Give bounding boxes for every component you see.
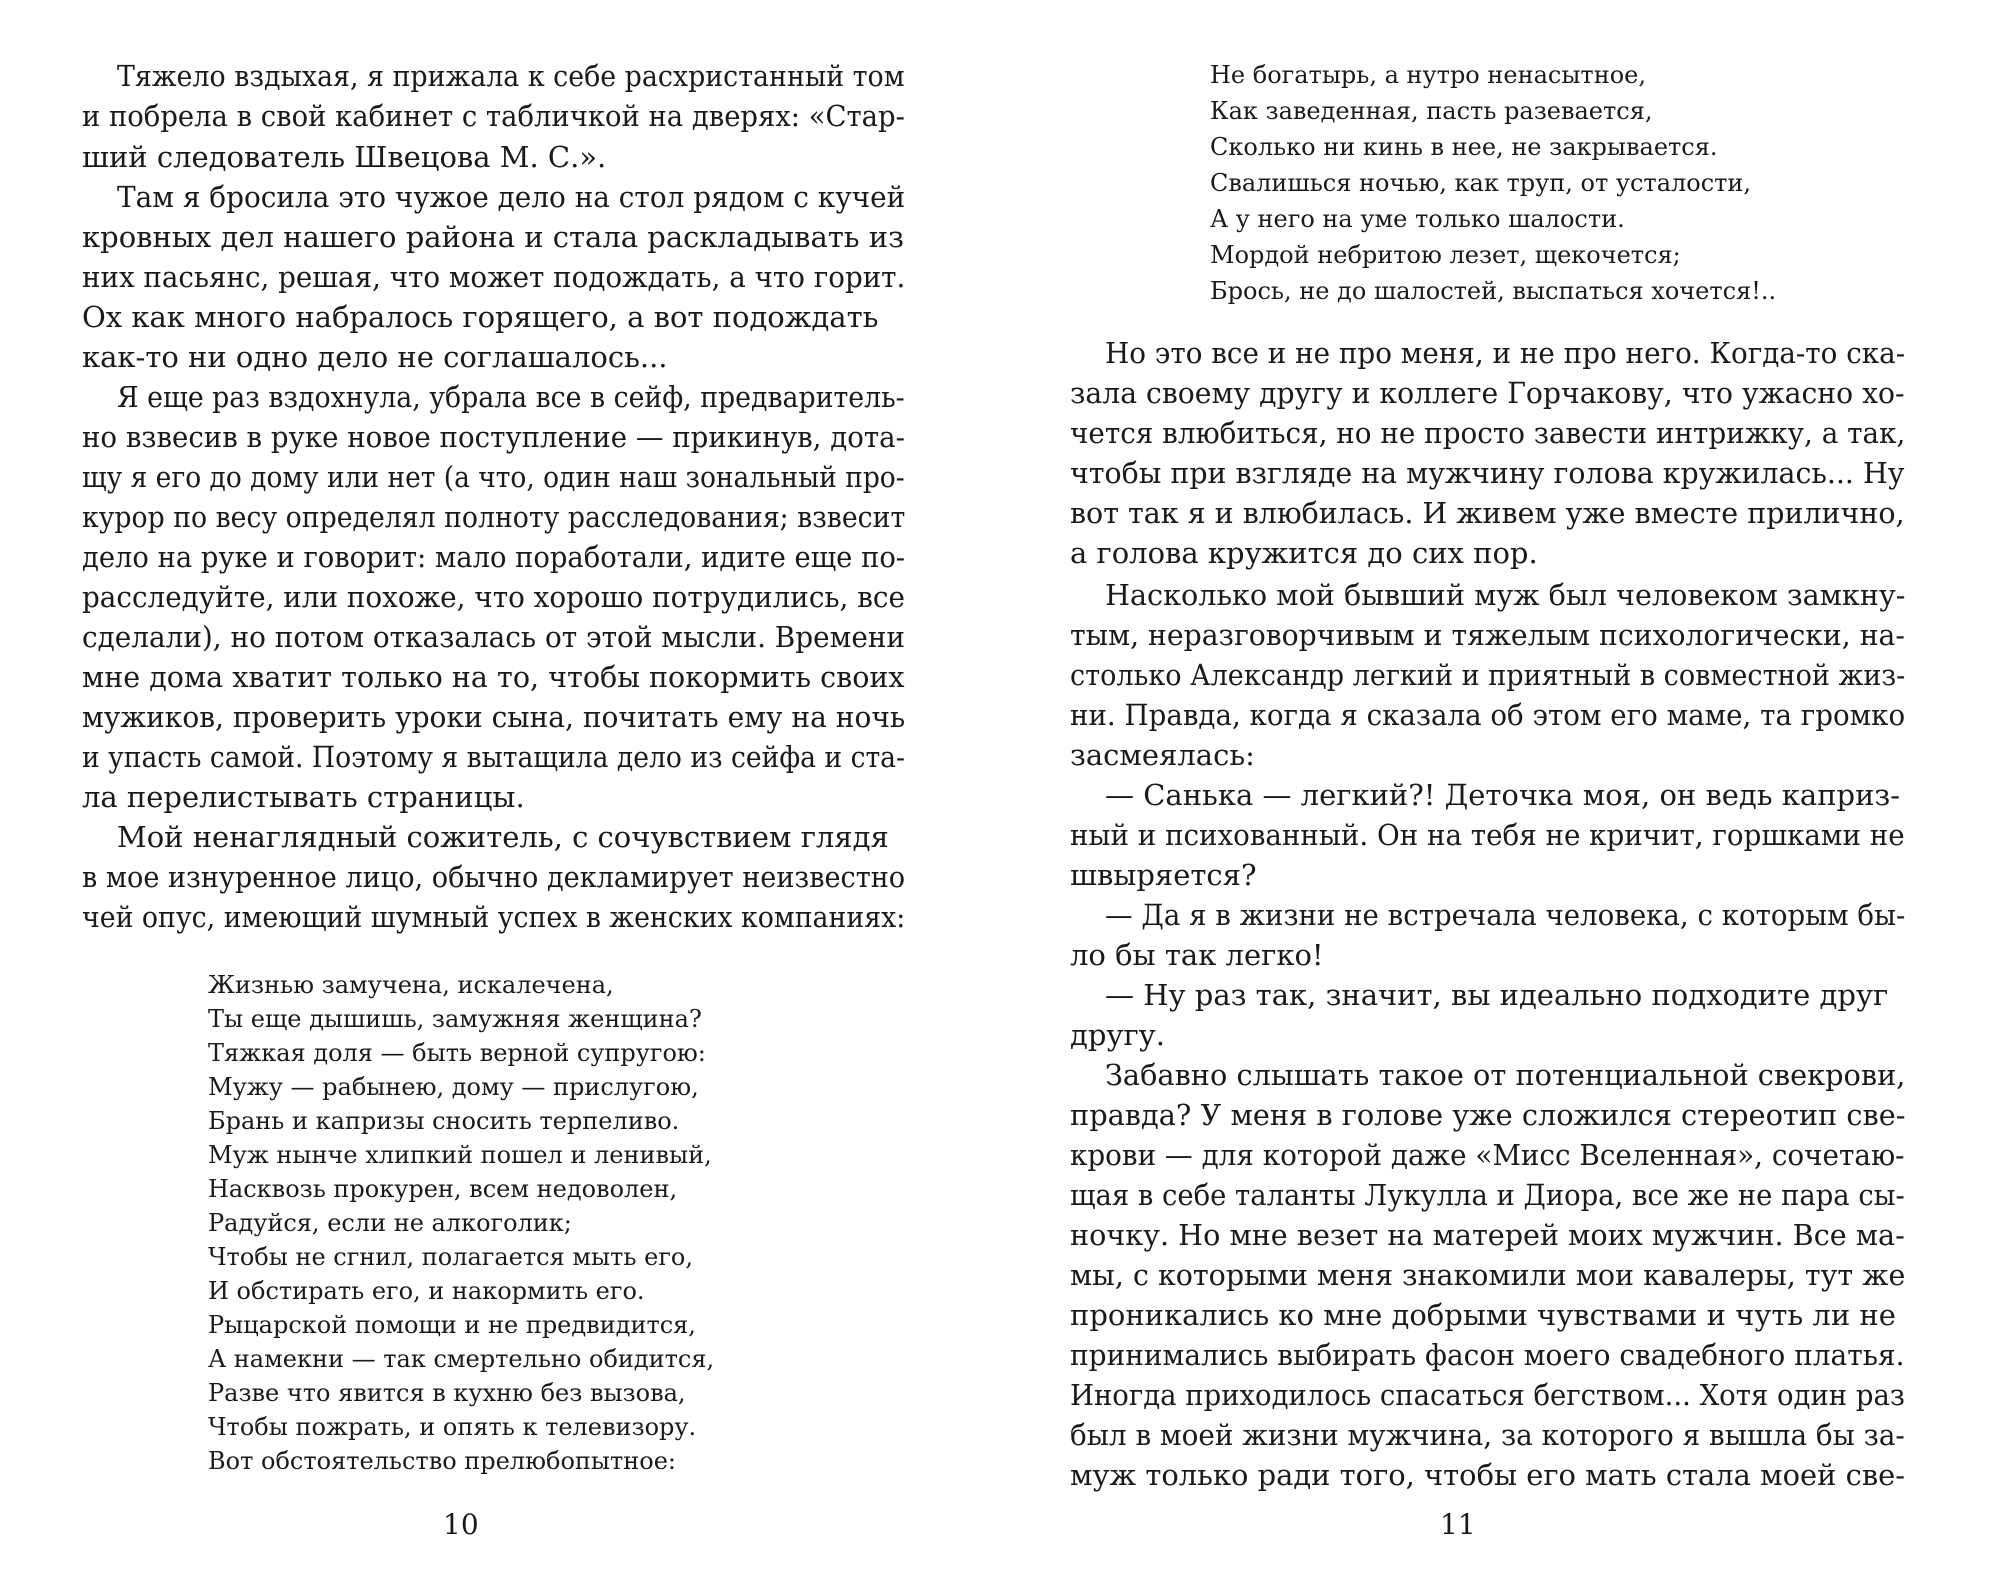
verse-line: А у него на уме только шалости. xyxy=(1210,205,1625,233)
verse-line: Муж нынче хлипкий пошел и ленивый, xyxy=(208,1141,712,1169)
text-line: принимались выбирать фасон моего свадебного платья. xyxy=(1070,1338,1905,1372)
page-number: 10 xyxy=(443,1508,479,1541)
text-line: зала своему другу и коллеге Горчакову, что ужасно хо- xyxy=(1070,376,1905,410)
text-line: в мое изнуренное лицо, обычно декламирует неизвестно xyxy=(82,860,906,894)
text-line: Но это все и не про меня, и не про него. Когда-то ска- xyxy=(1105,336,1906,370)
verse-line: Чтобы не сгнил, полагается мыть его, xyxy=(208,1243,693,1271)
text-line: — Да я в жизни не встречала человека, с которым бы- xyxy=(1105,898,1906,932)
text-line: ный и психованный. Он на тебя не кричит, горшками не xyxy=(1070,818,1905,852)
verse-line: А намекни — так смертельно обидится, xyxy=(208,1345,715,1373)
text-line: ночку. Но мне везет на матерей моих мужчин. Все ма- xyxy=(1070,1218,1905,1252)
text-line: швыряется? xyxy=(1070,858,1257,892)
text-line: курор по весу определял полноту расследования; взвесит xyxy=(82,500,906,534)
text-line: столько Александр легкий и приятный в совместной жиз- xyxy=(1070,658,1906,692)
text-line: был в моей жизни мужчина, за которого я вышла бы за- xyxy=(1070,1418,1905,1452)
text-line: Мой ненаглядный сожитель, с сочувствием глядя xyxy=(117,820,889,854)
text-line: Иногда приходилось спасаться бегством... Хотя один раз xyxy=(1070,1378,1905,1412)
text-line: Тяжело вздыхая, я прижала к себе расхристанный том xyxy=(117,59,905,93)
text-line: и побрела в свой кабинет с табличкой на дверях: «Стар- xyxy=(82,99,905,133)
text-line: Я еще раз вздохнула, убрала все в сейф, предваритель- xyxy=(117,380,905,414)
text-line: тым, неразговорчивым и тяжелым психологически, на- xyxy=(1070,618,1905,652)
verse-line: И обстирать его, и накормить его. xyxy=(208,1277,645,1305)
text-line: засмеялась: xyxy=(1070,738,1255,772)
text-line: Забавно слышать такое от потенциальной свекрови, xyxy=(1105,1058,1906,1092)
text-line: и упасть самой. Поэтому я вытащила дело из сейфа и ста- xyxy=(82,740,906,774)
text-line: мне дома хватит только на то, чтобы покормить своих xyxy=(82,660,905,694)
text-line: кровных дел нашего района и стала раскладывать из xyxy=(82,220,904,254)
text-line: ший следователь Швецова М. С.». xyxy=(82,140,607,174)
text-line: муж только ради того, чтобы его мать стала моей све- xyxy=(1070,1458,1906,1492)
text-line: но взвесив в руке новое поступление — прикинув, дота- xyxy=(82,420,905,454)
text-line: как-то ни одно дело не соглашалось... xyxy=(82,340,668,374)
verse-line: Чтобы пожрать, и опять к телевизору. xyxy=(208,1413,697,1441)
text-line: проникались ко мне добрыми чувствами и чуть ли не xyxy=(1070,1298,1896,1332)
page-number: 11 xyxy=(1440,1508,1476,1541)
right-page xyxy=(1000,0,2000,1586)
text-line: чтобы при взгляде на мужчину голова кружилась... Ну xyxy=(1070,456,1905,490)
verse-line: Тяжкая доля — быть верной супругою: xyxy=(208,1039,706,1067)
text-line: ла перелистывать страницы. xyxy=(82,780,525,814)
verse-line: Мордой небритою лезет, щекочется; xyxy=(1210,241,1681,269)
verse-line: Свалишься ночью, как труп, от усталости, xyxy=(1210,169,1752,197)
text-line: — Санька — легкий?! Деточка моя, он ведь каприз- xyxy=(1105,778,1901,812)
text-line: Там я бросила это чужое дело на стол рядом с кучей xyxy=(117,180,906,214)
text-line: щая в себе таланты Лукулла и Диора, все же не пара сы- xyxy=(1070,1178,1905,1212)
text-line: ни. Правда, когда я сказала об этом его маме, та громко xyxy=(1070,698,1906,732)
verse-line: Мужу — рабынею, дому — прислугою, xyxy=(208,1073,699,1101)
text-line: Насколько мой бывший муж был человеком замкну- xyxy=(1105,578,1906,612)
verse-line: Радуйся, если не алкоголик; xyxy=(208,1209,572,1237)
text-line: крови — для которой даже «Мисс Вселенная», сочетаю- xyxy=(1070,1138,1905,1172)
text-line: мы, с которыми меня знакомили мои кавалеры, тут же xyxy=(1070,1258,1906,1292)
verse-line: Вот обстоятельство прелюбопытное: xyxy=(208,1447,677,1475)
text-line: щу я его до дому или нет (а что, один наш зональный про- xyxy=(82,460,905,494)
text-line: другу. xyxy=(1070,1018,1165,1052)
text-line: правда? У меня в голове уже сложился стереотип све- xyxy=(1070,1098,1906,1132)
verse-line: Рыцарской помощи и не предвидится, xyxy=(208,1311,696,1339)
text-line: вот так я и влюбилась. И живем уже вместе прилично, xyxy=(1070,496,1905,530)
text-line: них пасьянс, решая, что может подождать, а что горит. xyxy=(82,260,906,294)
text-line: сделали), но потом отказалась от этой мысли. Времени xyxy=(82,620,905,654)
text-line: — Ну раз так, значит, вы идеально подходите друг xyxy=(1105,978,1889,1012)
verse-line: Насквозь прокурен, всем недоволен, xyxy=(208,1175,678,1203)
verse-line: Как заведенная, пасть разевается, xyxy=(1210,97,1653,125)
verse-line: Брось, не до шалостей, выспаться хочется!.. xyxy=(1210,277,1777,305)
text-line: дело на руке и говорит: мало поработали, идите еще по- xyxy=(82,540,906,574)
text-line: чей опус, имеющий шумный успех в женских компаниях: xyxy=(82,900,906,934)
verse-line: Брань и капризы сносить терпеливо. xyxy=(208,1107,680,1135)
text-line: а голова кружится до сих пор. xyxy=(1070,536,1538,570)
text-line: мужиков, проверить уроки сына, почитать ему на ночь xyxy=(82,700,906,734)
text-line: чется влюбиться, но не просто завести интрижку, а так, xyxy=(1070,416,1906,450)
verse-line: Жизнью замучена, искалечена, xyxy=(208,971,614,999)
verse-line: Ты еще дышишь, замужняя женщина? xyxy=(208,1005,702,1033)
text-line: ло бы так легко! xyxy=(1070,938,1324,972)
verse-line: Разве что явится в кухню без вызова, xyxy=(208,1379,686,1407)
text-line: расследуйте, или похоже, что хорошо потрудились, все xyxy=(82,580,905,614)
verse-line: Сколько ни кинь в нее, не закрывается. xyxy=(1210,133,1718,161)
text-line: Ох как много набралось горящего, а вот подождать xyxy=(82,300,879,334)
verse-line: Не богатырь, а нутро ненасытное, xyxy=(1210,61,1646,89)
